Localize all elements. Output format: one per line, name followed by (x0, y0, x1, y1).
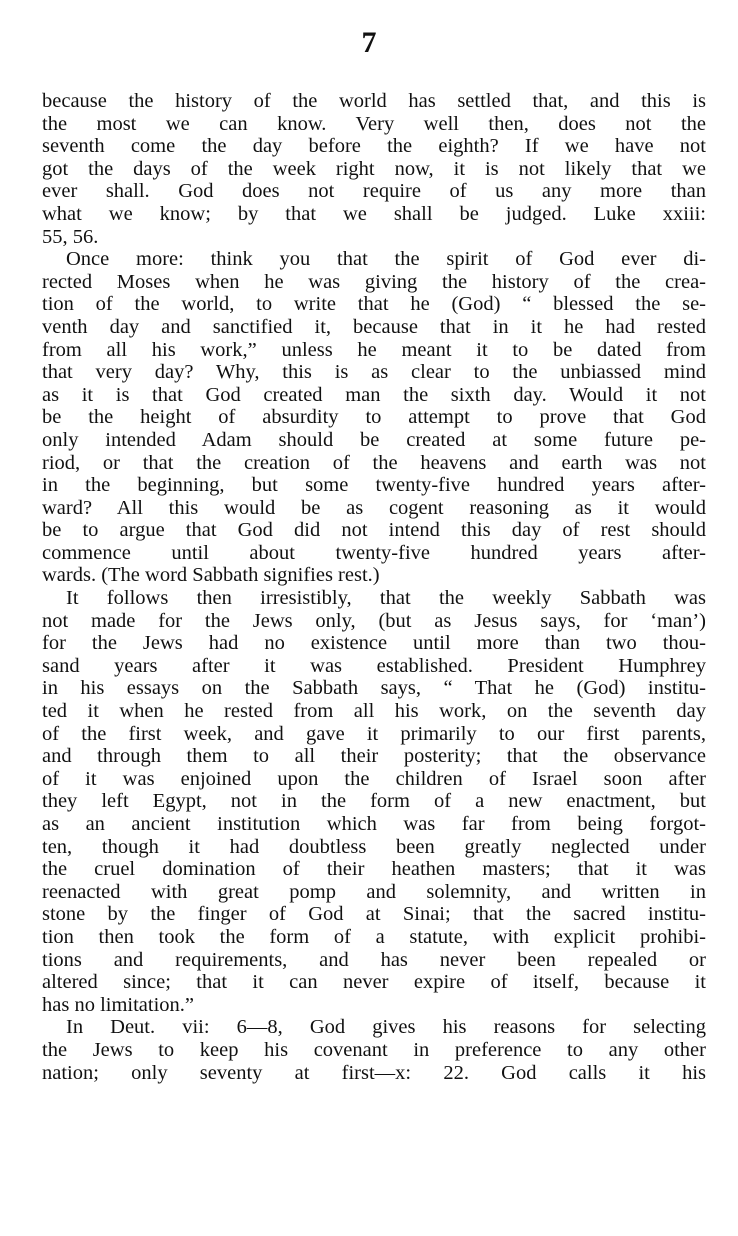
text-line: In Deut. vii: 6—8, God gives his reasons for selecting (66, 1016, 706, 1039)
text-line: the cruel domination of their heathen masters; that it was (42, 858, 706, 881)
text-line: that very day? Why, this is as clear to the unbiassed mind (42, 361, 706, 384)
text-line: got the days of the week right now, it is not likely that we (42, 157, 706, 180)
text-line: the Jews to keep his covenant in preference to any other (42, 1038, 706, 1061)
text-line: sand years after it was established. President Humphrey (42, 654, 706, 677)
text-line: ted it when he rested from all his work, on the seventh day (42, 700, 706, 723)
text-line: be to argue that God did not intend this day of rest should (42, 519, 706, 542)
text-line: venth day and sanctified it, because that in it he had rested (42, 315, 706, 338)
text-line: tion of the world, to write that he (God) “ blessed the se- (42, 293, 706, 316)
text-line: the most we can know. Very well then, does not the (42, 112, 706, 135)
text-line: because the history of the world has settled that, and this is (42, 90, 706, 112)
text-line: It follows then irresistibly, that the weekly Sabbath was (66, 587, 706, 610)
text-line: has no limitation.” (42, 993, 195, 1016)
text-line: and through them to all their posterity; that the observance (42, 745, 706, 768)
text-line: of the first week, and gave it primarily to our first parents, (42, 722, 706, 745)
text-line: 55, 56. (42, 225, 99, 248)
text-line: not made for the Jews only, (but as Jesus says, for ‘man’) (42, 609, 706, 632)
text-line: only intended Adam should be created at some future pe- (42, 428, 706, 451)
body-text (42, 90, 706, 1084)
text-line: in his essays on the Sabbath says, “ That he (God) institu- (42, 677, 706, 700)
text-line: what we know; by that we shall be judged. Luke xxiii: (42, 202, 706, 225)
text-line: ever shall. God does not require of us any more than (42, 180, 706, 203)
text-line: altered since; that it can never expire of itself, because it (42, 971, 706, 994)
page-number: 7 (361, 26, 377, 59)
text-line: riod, or that the creation of the heavens and earth was not (42, 451, 706, 474)
text-line: wards. (The word Sabbath signifies rest.) (42, 564, 380, 587)
text-line: be the height of absurdity to attempt to prove that God (42, 406, 706, 429)
text-line: ward? All this would be as cogent reasoning as it would (42, 496, 706, 519)
text-line: tions and requirements, and has never been repealed or (42, 948, 706, 971)
text-line: seventh come the day before the eighth? If we have not (42, 135, 706, 158)
text-line: Once more: think you that the spirit of God ever di- (66, 248, 706, 271)
text-line: for the Jews had no existence until more than two thou- (42, 632, 706, 655)
text-line: rected Moses when he was giving the history of the crea- (42, 270, 706, 293)
text-line: tion then took the form of a statute, with explicit prohibi- (42, 925, 706, 948)
text-line: they left Egypt, not in the form of a new enactment, but (42, 790, 706, 813)
text-line: reenacted with great pomp and solemnity, and written in (42, 880, 706, 903)
text-line: stone by the finger of God at Sinai; that the sacred institu- (42, 903, 706, 926)
text-line: as an ancient institution which was far from being forgot- (42, 813, 706, 835)
text-line: ten, though it had doubtless been greatly neglected under (42, 835, 706, 858)
text-line: of it was enjoined upon the children of Israel soon after (42, 767, 706, 790)
text-line: commence until about twenty-five hundred years after- (42, 541, 706, 564)
text-line: in the beginning, but some twenty-five hundred years after- (42, 474, 706, 497)
text-line: nation; only seventy at first—x: 22. God calls it his (42, 1061, 706, 1084)
text-line: as it is that God created man the sixth day. Would it not (42, 383, 706, 406)
text-line: from all his work,” unless he meant it to be dated from (42, 338, 706, 361)
